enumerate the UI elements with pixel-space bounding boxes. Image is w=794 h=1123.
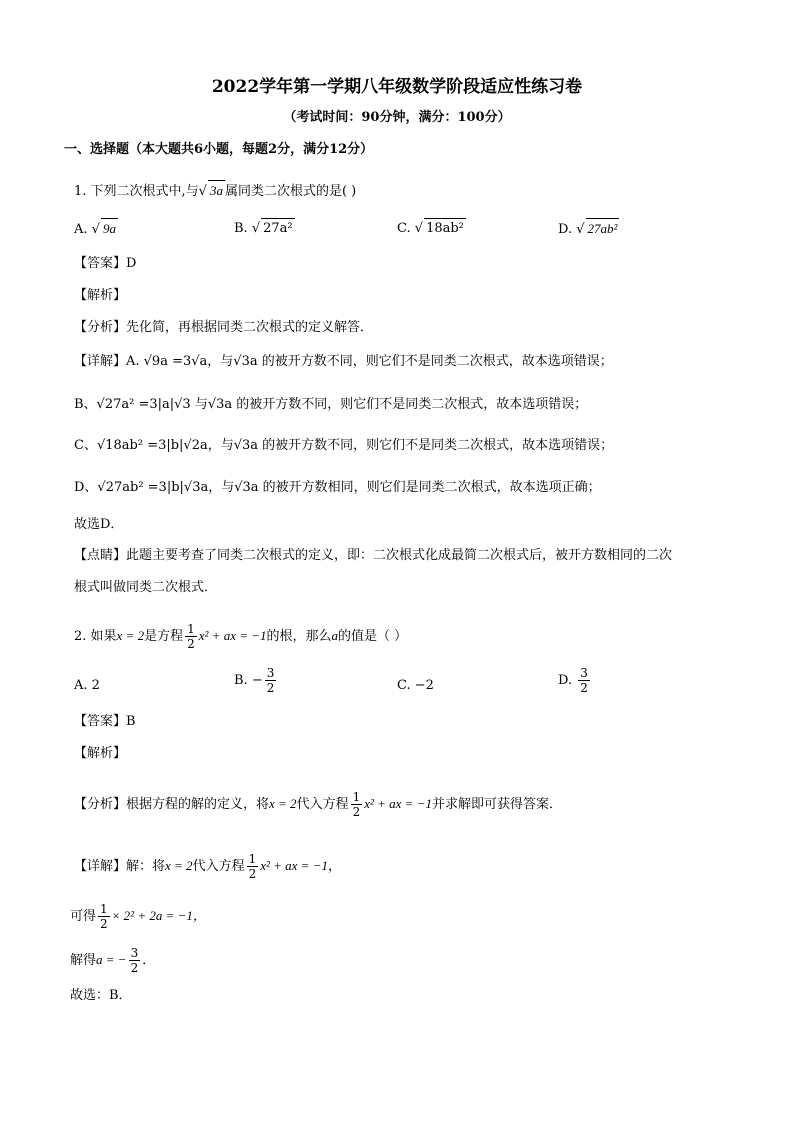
q2-option-d xyxy=(558,666,592,695)
fraction-half: $\frac{1}{2}$ xyxy=(187,622,195,651)
option-label: A. xyxy=(74,222,88,237)
q1-remark-line2: 根式叫做同类二次根式． xyxy=(74,580,218,595)
q2-equation: x² + ax = −1 xyxy=(260,858,328,873)
option-fraction: $\frac{3}{2}$ xyxy=(266,666,275,695)
page-title: 2022学年第一学期八年级数学阶段适应性练习卷 xyxy=(211,77,583,97)
q1-detail-c: C、√18ab² =3|b|√2a，与√3a 的被开方数不同，则它们不是同类二次根式，故本选项错误； xyxy=(74,438,614,453)
q2-equation: x² + ax = −1 xyxy=(198,628,267,643)
q2-stem-pre: 2. 如果 xyxy=(74,629,117,644)
analysis-pre: 【分析】根据方程的解的定义，将 xyxy=(74,797,270,812)
q1-option-d xyxy=(558,218,619,240)
option-radicand: 27a² xyxy=(261,218,295,239)
q1-option-a xyxy=(74,218,118,240)
q1-stem-pre: 1. 下列二次根式中,与 xyxy=(74,184,199,199)
detail-pre: 【详解】解：将 xyxy=(74,859,166,874)
option-radicand: 18ab² xyxy=(424,218,466,239)
q2-option-a: A. 2 xyxy=(74,678,100,693)
analysis-mid: 代入方程 xyxy=(296,797,349,812)
q2-option-c: C. −2 xyxy=(397,678,434,693)
step-pre: 解得 xyxy=(70,953,97,968)
option-label: B. xyxy=(234,673,248,688)
q1-stem xyxy=(74,180,356,202)
option-label: D. xyxy=(558,673,573,688)
radical-sign: √ xyxy=(91,222,100,237)
q2-stem xyxy=(74,622,407,651)
step-pre: 可得 xyxy=(70,909,97,924)
radical-sign: √ xyxy=(251,221,261,236)
q2-condition: x = 2 xyxy=(165,858,193,873)
q1-remark-line1: 【点睛】此题主要考查了同类二次根式的定义，即：二次根式化成最简二次根式后，被开方数相同的二次 xyxy=(74,548,673,563)
fraction-half: $\frac{1}{2}$ xyxy=(352,790,361,819)
q1-detail-d: D、√27ab² =3|b|√3a，与√3a 的被开方数相同，则它们是同类二次根式，故本选项正确； xyxy=(74,480,601,495)
q2-answer: 【答案】B xyxy=(74,714,136,729)
option-fraction: $\frac{3}{2}$ xyxy=(580,666,588,695)
q1-choice: 故选D． xyxy=(74,517,124,532)
q1-analysis-heading: 【解析】 xyxy=(74,288,127,303)
analysis-post: 并求解即可获得答案． xyxy=(431,797,562,812)
detail-end: ， xyxy=(327,859,341,874)
q2-choice: 故选：B． xyxy=(70,988,132,1003)
radical-sign: √ xyxy=(576,222,585,237)
q2-equation: x² + ax = −1 xyxy=(364,796,432,811)
q2-step1 xyxy=(70,902,206,931)
q1-detail-b: B、√27a² =3|a|√3 与√3a 的被开方数不同，则它们不是同类二次根式，故本选项错误； xyxy=(74,397,588,412)
minus-sign: − xyxy=(251,673,263,688)
step-equation: × 2² + 2a = −1， xyxy=(111,908,206,923)
q2-stem-post: 的根，那么 xyxy=(266,629,332,644)
q1-stem-post: 属同类二次根式的是( ) xyxy=(224,184,357,199)
detail-mid: 代入方程 xyxy=(192,859,245,874)
fraction-half: $\frac{1}{2}$ xyxy=(248,852,257,881)
q2-step2 xyxy=(70,946,155,975)
option-radicand: 9a xyxy=(101,218,118,239)
q1-answer: 【答案】D xyxy=(74,256,137,271)
q2-detail xyxy=(74,852,341,881)
q1-option-c xyxy=(397,218,466,239)
step-end: ． xyxy=(142,953,156,968)
q2-analysis-heading: 【解析】 xyxy=(74,746,127,761)
fraction-half: $\frac{1}{2}$ xyxy=(100,902,108,931)
q1-stem-radicand: 3a xyxy=(208,180,225,201)
option-fraction: $\frac{3}{2}$ xyxy=(130,946,139,975)
q2-condition: x = 2 xyxy=(269,796,297,811)
option-label: D. xyxy=(558,222,573,237)
q1-detail-a: 【详解】A. √9a =3√a，与√3a 的被开方数不同，则它们不是同类二次根式，故本选项错误； xyxy=(74,354,613,369)
option-label: C. xyxy=(397,221,411,236)
exam-info: （考试时间：90分钟，满分：100分） xyxy=(283,110,511,125)
q2-analysis xyxy=(74,790,562,819)
q1-analysis: 【分析】先化简，再根据同类二次根式的定义解答． xyxy=(74,320,374,335)
step-equation: a = − xyxy=(96,952,127,967)
q1-option-b xyxy=(234,218,295,239)
q2-condition: x = 2 xyxy=(116,628,145,643)
q2-stem-mid: 是方程 xyxy=(144,629,184,644)
q2-stem-end: 的值是（ ） xyxy=(338,629,408,644)
q2-variable: a xyxy=(331,628,339,643)
radical-sign: √ xyxy=(198,184,207,199)
q2-option-b xyxy=(234,666,278,695)
radical-sign: √ xyxy=(414,221,424,236)
option-radicand: 27ab² xyxy=(586,218,620,239)
section-heading: 一、选择题（本大题共6小题，每题2分，满分12分） xyxy=(64,142,374,157)
option-label: B. xyxy=(234,221,248,236)
